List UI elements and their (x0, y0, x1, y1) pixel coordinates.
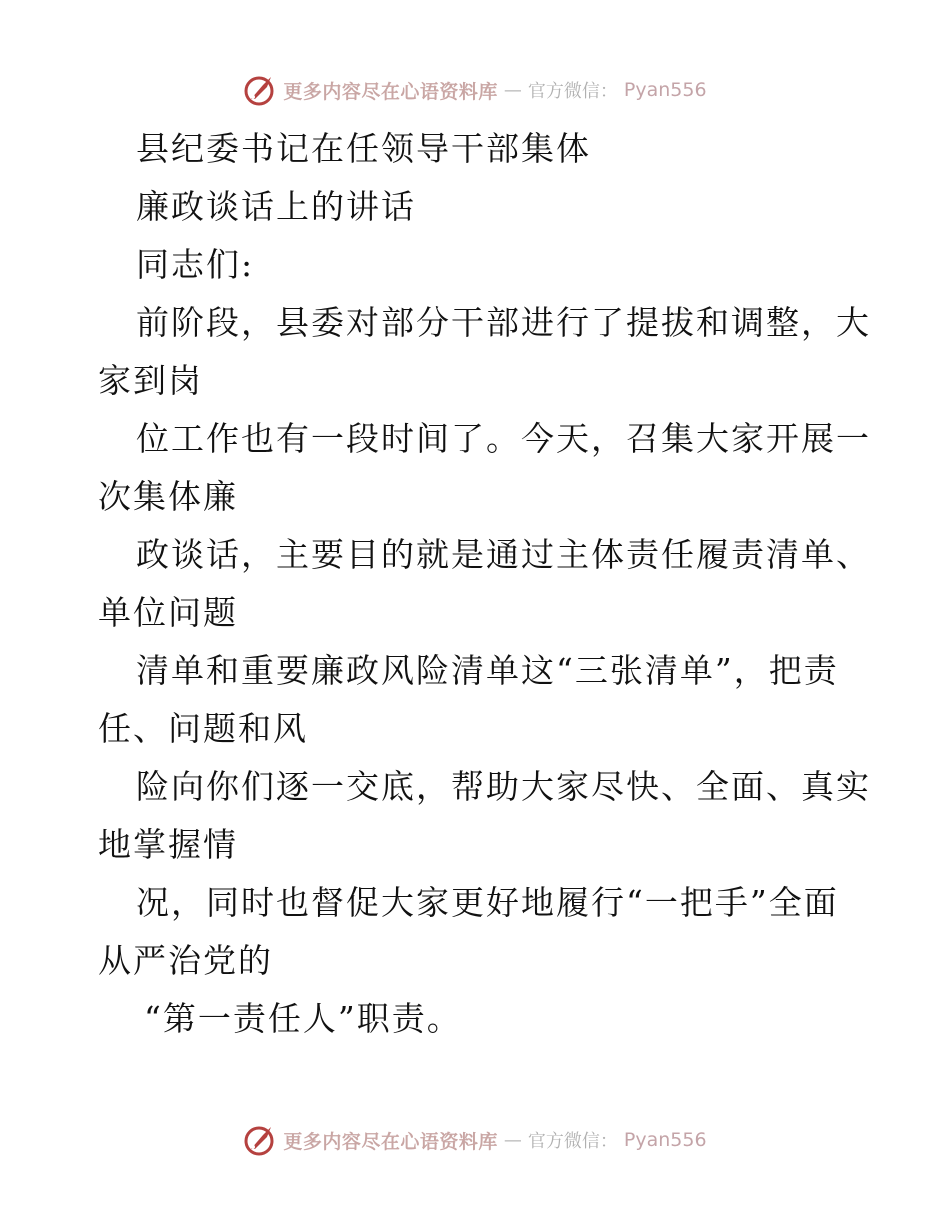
quill-pen-logo-icon (243, 1123, 277, 1157)
paragraph-line: 政谈话，主要目的就是通过主体责任履责清单、 (136, 535, 871, 574)
watermark-dash: — (503, 79, 522, 101)
watermark-text: 更多内容尽在心语资料库 (283, 1130, 498, 1153)
watermark-header (0, 70, 950, 110)
watermark-text: 更多内容尽在心语资料库 (283, 80, 498, 103)
watermark-contact-label: 官方微信： (527, 1131, 618, 1152)
watermark-footer (0, 1120, 950, 1160)
salutation: 同志们: (136, 245, 255, 284)
paragraph-line: 家到岗 (98, 361, 203, 400)
paragraph-line: 清单和重要廉政风险清单这“三张清单”，把责 (136, 651, 839, 690)
document-title-line-1: 县纪委书记在任领导干部集体 (136, 129, 591, 168)
watermark-contact-id: Pyan556 (623, 79, 707, 101)
paragraph-line: 地掌握情 (98, 825, 238, 864)
document-body (98, 120, 871, 1048)
document-title-line-2: 廉政谈话上的讲话 (136, 187, 416, 226)
paragraph-line: 次集体廉 (98, 477, 238, 516)
paragraph-line: 前阶段，县委对部分干部进行了提拔和调整，大 (136, 303, 871, 342)
watermark-contact-label: 官方微信： (527, 81, 618, 102)
paragraph-line: 从严治党的 (98, 941, 273, 980)
paragraph-line: 位工作也有一段时间了。今天，召集大家开展一 (136, 419, 871, 458)
paragraph-line: 险向你们逐一交底，帮助大家尽快、全面、真实 (136, 767, 871, 806)
paragraph-line: 况，同时也督促大家更好地履行“一把手”全面 (136, 883, 839, 922)
watermark-dash: — (503, 1129, 522, 1151)
paragraph-line: 单位问题 (98, 593, 238, 632)
quill-pen-logo-icon (243, 73, 277, 107)
paragraph-line: 任、问题和风 (98, 709, 308, 748)
watermark-contact-id: Pyan556 (623, 1129, 707, 1151)
paragraph-line: “第一责任人”职责。 (144, 999, 462, 1038)
